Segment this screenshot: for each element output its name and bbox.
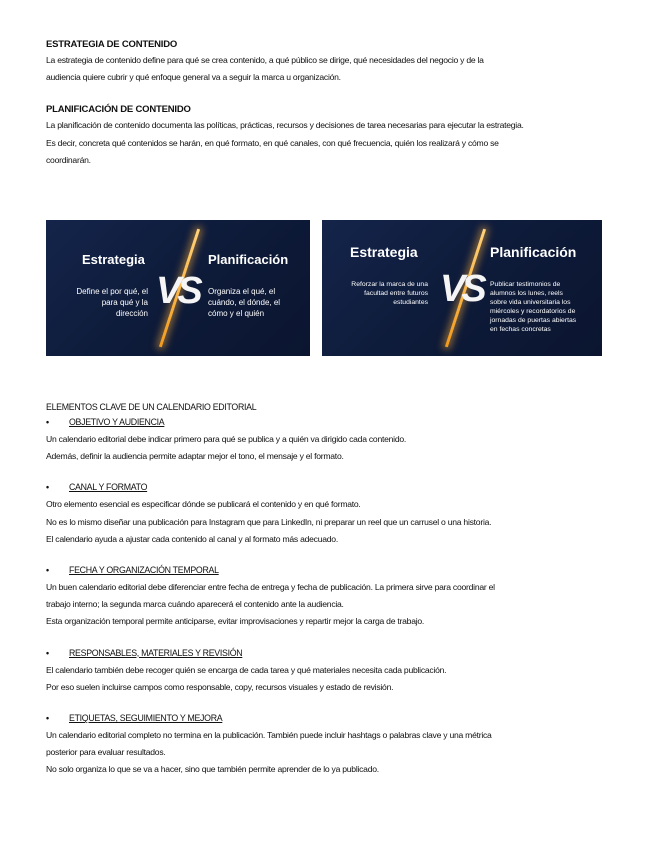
image-right-text-line: miércoles y recordatorios de <box>490 308 576 315</box>
planning-section <box>46 103 626 169</box>
image-right-text-line: en fechas concretas <box>490 326 551 333</box>
planning-line: La planificación de contenido documenta las políticas, prácticas, recursos y decisiones de tarea necesarias para ejecutar la estrategia. <box>46 120 524 131</box>
calendar-item-label: ETIQUETAS, SEGUIMIENTO Y MEJORA <box>69 713 223 724</box>
calendar-item-line: Un calendario editorial completo no termina en la publicación. También puede incluir hashtags o palabras clave y una métrica <box>46 730 492 741</box>
planning-heading: PLANIFICACIÓN DE CONTENIDO <box>46 104 191 116</box>
calendar-item-heading <box>46 479 626 496</box>
calendar-item <box>46 645 626 696</box>
calendar-item-line: El calendario también debe recoger quién se encarga de cada tarea y qué materiales necesita cada publicación. <box>46 664 447 675</box>
bullet-icon: • <box>46 565 49 576</box>
bullet-icon: • <box>46 713 49 724</box>
strategy-line: La estrategia de contenido define para qué se crea contenido, a qué público se dirige, qué necesidades del negocio y de la <box>46 55 484 65</box>
image-left-title: Estrategia <box>350 244 418 260</box>
comparison-images <box>46 220 606 356</box>
bullet-icon: • <box>46 647 49 658</box>
calendar-item <box>46 562 626 631</box>
calendar-item-label: RESPONSABLES, MATERIALES Y REVISIÓN <box>69 647 243 658</box>
calendar-item-line: Un calendario editorial debe indicar primero para qué se publica y a quién va dirigido cada contenido. <box>46 434 407 444</box>
image-left-text-line: Reforzar la marca de una <box>351 281 428 288</box>
image-left-text-line: para qué y la <box>101 298 148 307</box>
calendar-item-label: OBJETIVO Y AUDIENCIA <box>69 417 165 427</box>
calendar-item-line: El calendario ayuda a ajustar cada contenido al canal y al formato más adecuado. <box>46 533 338 544</box>
image-left-title: Estrategia <box>82 252 145 267</box>
bullet-icon: • <box>46 482 49 493</box>
calendar-item-label: CANAL Y FORMATO <box>69 482 148 493</box>
image-left-text-line: dirección <box>115 309 148 318</box>
planning-line: Es decir, concreta qué contenidos se harán, en qué formato, en qué canales, con qué frecuencia, quién los realizará y cómo se <box>46 137 499 148</box>
strategy-section <box>46 38 626 86</box>
calendar-item-line: posterior para evaluar resultados. <box>46 747 166 758</box>
image-right-text-line: alumnos los lunes, reels <box>490 290 563 297</box>
image-right-text-line: sobre vida universitaria los <box>490 299 571 306</box>
calendar-item <box>46 479 626 548</box>
strategy-heading: ESTRATEGIA DE CONTENIDO <box>46 39 178 50</box>
image-right-text-line: Publicar testimonios de <box>490 281 561 288</box>
calendar-item-line: Por eso suelen incluirse campos como responsable, copy, recursos visuales y estado de revisión. <box>46 681 394 692</box>
calendar-item-line: Otro elemento esencial es especificar dónde se publicará el contenido y en qué formato. <box>46 499 361 510</box>
image-left-text <box>56 286 148 319</box>
image-right-text-line: Organiza el qué, el <box>208 287 276 296</box>
image-right-text <box>490 280 598 334</box>
calendar-item-line: No es lo mismo diseñar una publicación para Instagram que para LinkedIn, ni preparar un reel que un carrusel o una historia. <box>46 516 492 527</box>
strategy-vs-planning-example-image <box>322 220 602 356</box>
document-body <box>46 38 626 186</box>
image-left-text-line: facultad entre futuros <box>364 290 428 297</box>
calendar-heading: ELEMENTOS CLAVE DE UN CALENDARIO EDITORIAL <box>46 402 257 412</box>
planning-line: coordinarán. <box>46 154 91 165</box>
image-left-text-line: estudiantes <box>393 299 428 306</box>
calendar-item-heading <box>46 645 626 662</box>
image-right-text-line: cuándo, el dónde, el <box>208 298 281 307</box>
image-left-text-line: Define el por qué, el <box>76 287 148 296</box>
image-right-text <box>208 286 304 319</box>
image-right-text-line: cómo y el quién <box>208 309 265 318</box>
calendar-section <box>46 400 626 793</box>
strategy-vs-planning-image <box>46 220 310 356</box>
vs-logo: VS <box>440 268 483 310</box>
calendar-item-line: trabajo interno; la segunda marca cuándo aparecerá el contenido ante la audiencia. <box>46 599 344 610</box>
calendar-item-heading <box>46 562 626 579</box>
image-right-title: Planificación <box>490 244 577 260</box>
image-right-text-line: jornadas de puertas abiertas <box>490 317 577 324</box>
image-right-title: Planificación <box>208 252 289 267</box>
calendar-item-label: FECHA Y ORGANIZACIÓN TEMPORAL <box>69 565 219 576</box>
strategy-line: audiencia quiere cubrir y qué enfoque general va a seguir la marca u organización. <box>46 72 341 83</box>
calendar-item <box>46 710 626 779</box>
calendar-item-line: No solo organiza lo que se va a hacer, sino que también permite aprender de lo ya publicado. <box>46 764 379 775</box>
image-left-text <box>326 280 428 307</box>
calendar-item <box>46 414 626 465</box>
vs-logo: VS <box>156 270 199 312</box>
calendar-item-heading <box>46 414 626 431</box>
calendar-item-line: Un buen calendario editorial debe diferenciar entre fecha de entrega y fecha de publicación. La primera sirve para coordinar el <box>46 582 495 593</box>
calendar-item-line: Esta organización temporal permite anticiparse, evitar improvisaciones y repartir mejor la carga de trabajo. <box>46 616 425 627</box>
bullet-icon: • <box>46 417 49 427</box>
calendar-item-heading <box>46 710 626 727</box>
calendar-item-line: Además, definir la audiencia permite adaptar mejor el tono, el mensaje y el formato. <box>46 451 344 462</box>
